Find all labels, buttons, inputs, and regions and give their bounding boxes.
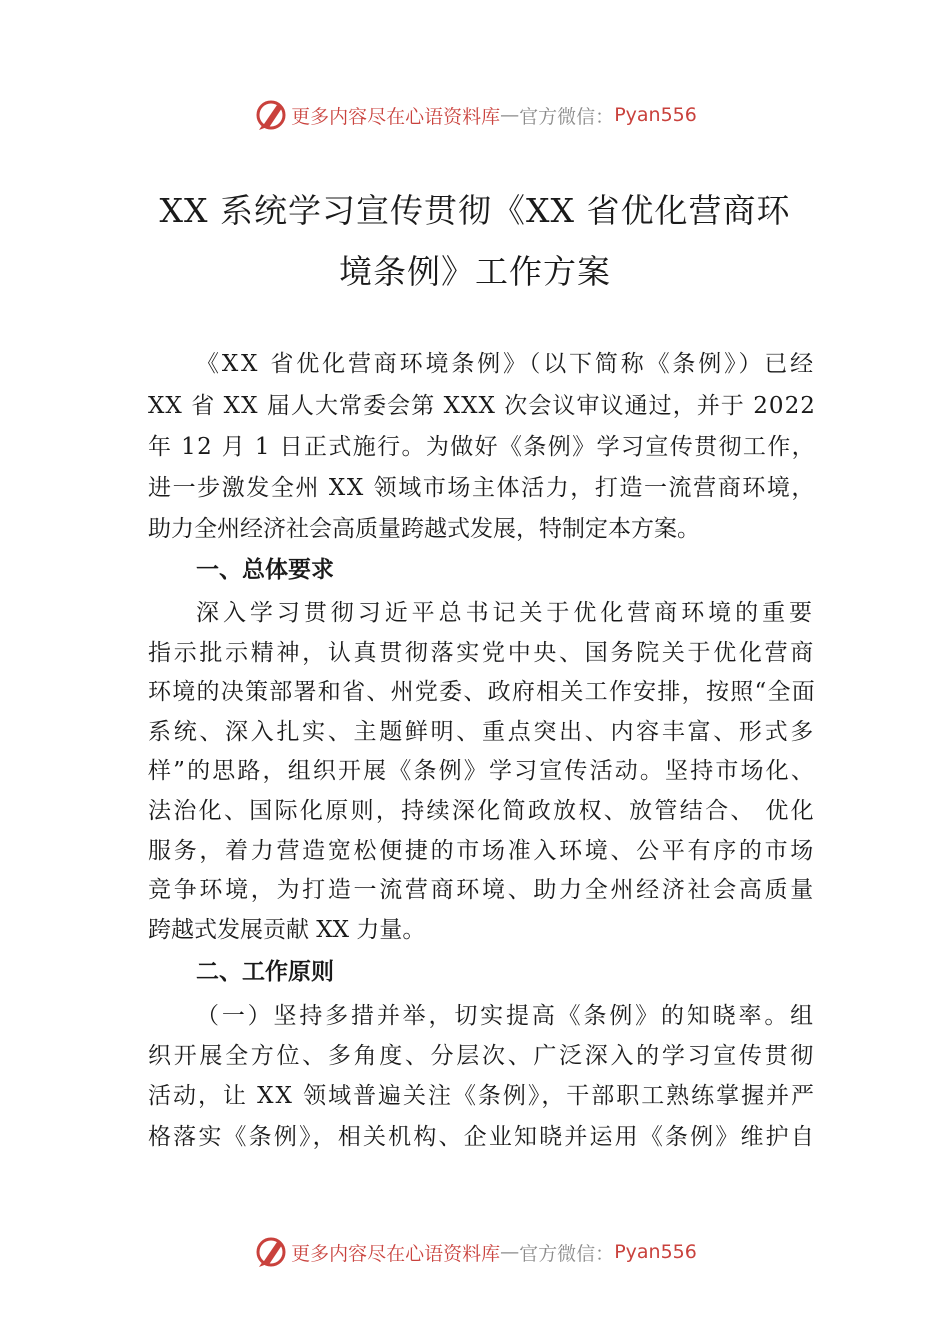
paragraph-line: 跨越式发展贡献 XX 力量。	[148, 917, 426, 943]
paragraph-line: 助力全州经济社会高质量跨越式发展，特制定本方案。	[148, 516, 700, 542]
watermark-dash: —	[500, 1241, 520, 1263]
watermark-account: Pyan556	[614, 1241, 697, 1263]
watermark-prefix: 更多内容尽在心语资料库	[291, 1242, 501, 1265]
paragraph-line: 样”的思路，组织开展《条例》学习宣传活动。坚持市场化、	[148, 758, 816, 784]
paragraph-line: 系统、深入扎实、主题鲜明、重点突出、内容丰富、形式多	[148, 719, 816, 745]
watermark-middle: 官方微信：	[519, 105, 615, 128]
paragraph-line: 格落实《条例》，相关机构、企业知晓并运用《条例》维护自	[148, 1124, 816, 1150]
watermark-account: Pyan556	[614, 104, 697, 126]
paragraph-line: 竞争环境，为打造一流营商环境、助力全州经济社会高质量	[148, 877, 816, 903]
paragraph-line: 指示批示精神，认真贯彻落实党中央、国务院关于优化营商	[148, 640, 816, 666]
header-watermark	[0, 95, 950, 135]
paragraph-line: 服务，着力营造宽松便捷的市场准入环境、公平有序的市场	[148, 838, 816, 864]
paragraph-line: 活动，让 XX 领域普遍关注《条例》，干部职工熟练掌握并严	[148, 1083, 816, 1109]
paragraph-line: 织开展全方位、多角度、分层次、广泛深入的学习宣传贯彻	[148, 1043, 816, 1069]
paragraph-line: 进一步激发全州 XX 领域市场主体活力，打造一流营商环境，	[148, 475, 816, 501]
paragraph-line: （一）坚持多措并举，切实提高《条例》的知晓率。组	[196, 1003, 816, 1029]
watermark-dash: —	[500, 104, 520, 126]
paragraph-line: 《XX 省优化营商环境条例》（以下简称《条例》）已经	[196, 351, 816, 377]
document-title-line-1: XX 系统学习宣传贯彻《XX 省优化营商环	[159, 191, 791, 230]
watermark-prefix: 更多内容尽在心语资料库	[291, 105, 501, 128]
pen-nib-logo-icon	[253, 1234, 289, 1270]
section-heading-1: 一、总体要求	[196, 557, 334, 583]
paragraph-line: 环境的决策部署和省、州党委、政府相关工作安排，按照“全面	[148, 679, 816, 705]
pen-nib-logo-icon	[253, 97, 289, 133]
paragraph-line: XX 省 XX 届人大常委会第 XXX 次会议审议通过，并于 2022	[148, 393, 816, 419]
paragraph-line: 年 12 月 1 日正式施行。为做好《条例》学习宣传贯彻工作，	[148, 434, 816, 460]
section-heading-2: 二、工作原则	[196, 959, 334, 985]
footer-watermark	[0, 1232, 950, 1272]
watermark-middle: 官方微信：	[519, 1242, 615, 1265]
document-title-line-2: 境条例》工作方案	[339, 252, 611, 291]
paragraph-line: 法治化、国际化原则，持续深化简政放权、放管结合、 优化	[148, 798, 816, 824]
paragraph-line: 深入学习贯彻习近平总书记关于优化营商环境的重要	[196, 600, 816, 626]
